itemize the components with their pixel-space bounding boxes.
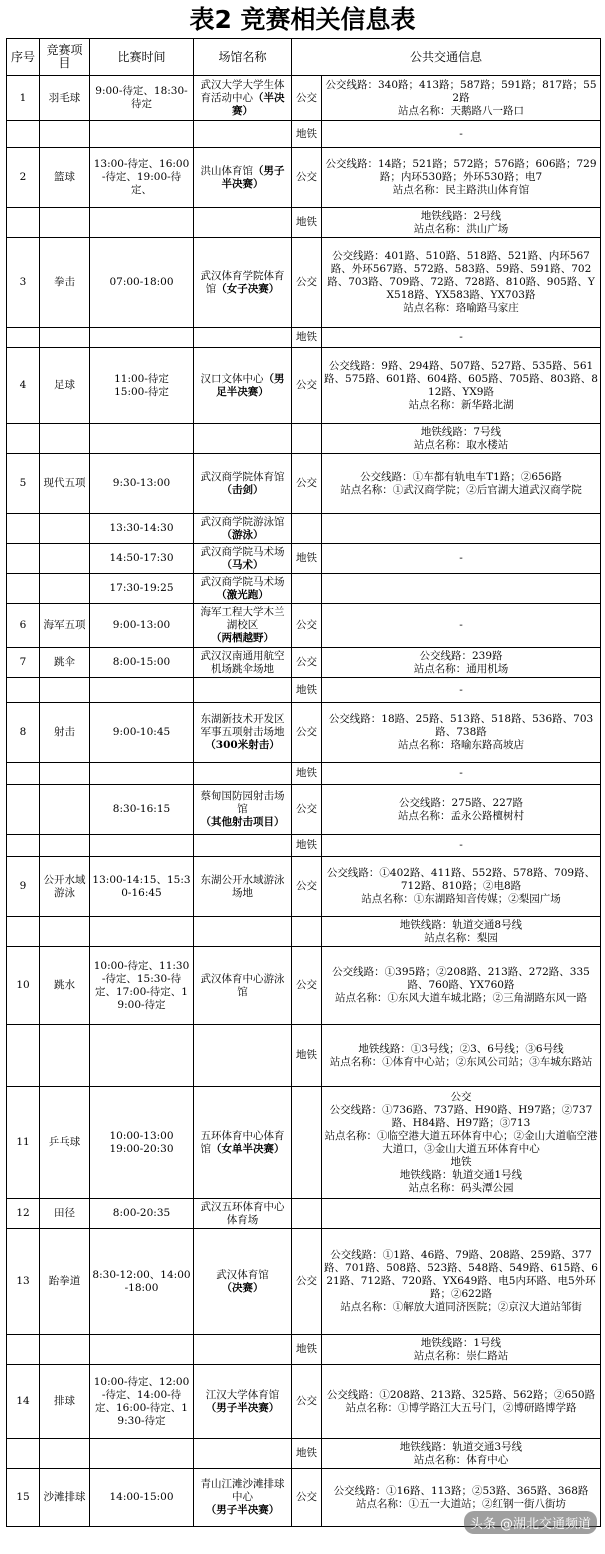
event-name: 跳伞 xyxy=(40,648,90,678)
transit-info: - xyxy=(322,835,601,857)
venue-name xyxy=(194,514,292,544)
row-number: 15 xyxy=(7,1469,40,1527)
row-number: 10 xyxy=(7,947,40,1025)
header-event: 竞赛项目 xyxy=(40,39,90,76)
row-number xyxy=(7,835,40,857)
table-row xyxy=(7,514,601,544)
transit-type: 公交 xyxy=(292,454,322,514)
match-time xyxy=(90,763,194,785)
event-name: 跳水 xyxy=(40,947,90,1025)
transit-type: 公交 xyxy=(292,1365,322,1439)
transit-info: - xyxy=(322,328,601,348)
match-time: 14:50-17:30 xyxy=(90,544,194,574)
row-number xyxy=(7,1439,40,1469)
event-name: 足球 xyxy=(40,348,90,424)
venue-name xyxy=(194,917,292,947)
table-row xyxy=(7,328,601,348)
venue-text: 武汉大学大学生体育活动中心 xyxy=(200,78,285,104)
transit-info: 公交线路：239路 站点名称：通用机场 xyxy=(322,648,601,678)
row-number: 5 xyxy=(7,454,40,514)
venue-text: 武汉体育馆 xyxy=(216,1268,269,1281)
transit-info: 公交线路：①208路、213路、325路、562路；②650路 站点名称：①博学路江大五号门，②博研路博学路 xyxy=(322,1365,601,1439)
header-venue: 场馆名称 xyxy=(194,39,292,76)
transit-type: 地铁 xyxy=(292,1025,322,1087)
transit-type: 地铁 xyxy=(292,835,322,857)
table-body xyxy=(7,76,601,1527)
row-number: 3 xyxy=(7,238,40,328)
event-name xyxy=(40,121,90,148)
transit-info: 公交线路：①1路、46路、79路、208路、259路、377路、701路、508路、523路、548路、549路、615路、621路、712路、720路、YX649路、电5内环路、电5外环路；②622路 站点名称：①解放大道同济医院；②京汉大道站邹街 xyxy=(322,1229,601,1335)
transit-type xyxy=(292,574,322,604)
event-name xyxy=(40,785,90,835)
transit-type: 公交 xyxy=(292,857,322,917)
table-row xyxy=(7,763,601,785)
transit-info xyxy=(322,574,601,604)
transit-type: 地铁 xyxy=(292,544,322,574)
venue-note: （男子半决赛） xyxy=(221,164,285,190)
match-time xyxy=(90,1439,194,1469)
venue-text: 武汉商学院体育馆 xyxy=(200,470,285,483)
transit-info: 公交线路：①402路、411路、552路、578路、709路、712路、810路；②电8路 站点名称：①东湖路知音传媒；②梨园广场 xyxy=(322,857,601,917)
match-time: 13:00-14:15、15:30-16:45 xyxy=(90,857,194,917)
match-time: 13:30-14:30 xyxy=(90,514,194,544)
row-number xyxy=(7,1335,40,1365)
event-name xyxy=(40,1025,90,1087)
match-time xyxy=(90,1025,194,1087)
row-number xyxy=(7,1025,40,1087)
transit-type xyxy=(292,1087,322,1199)
venue-name xyxy=(194,857,292,917)
venue-name xyxy=(194,454,292,514)
table-row xyxy=(7,917,601,947)
table-row xyxy=(7,604,601,648)
venue-name xyxy=(194,835,292,857)
row-number xyxy=(7,785,40,835)
header-time: 比赛时间 xyxy=(90,39,194,76)
match-time: 9:00-10:45 xyxy=(90,703,194,763)
info-table xyxy=(6,38,601,1527)
table-title: 表2 竞赛相关信息表 xyxy=(189,5,416,34)
transit-info: 公交线路：401路、510路、518路、521路、内环567路、外环567路、572路、583路、59路、591路、702路、703路、709路、72路、728路、810路、905路、YX518路、YX583路、YX703路 站点名称：珞喻路马家庄 xyxy=(322,238,601,328)
venue-name xyxy=(194,1025,292,1087)
match-time: 8:30-16:15 xyxy=(90,785,194,835)
transit-type: 公交 xyxy=(292,604,322,648)
transit-type: 公交 xyxy=(292,348,322,424)
transit-info: 公交 公交线路：①736路、737路、H90路、H97路；②737路、H84路、H97路；③713 站点名称：①临空港大道五环体育中心；②金山大道临空港大道口，③金山大道五环体育中心 地铁 地铁线路：轨道交通1号线 站点名称：码头潭公园 xyxy=(322,1087,601,1199)
table-row xyxy=(7,1025,601,1087)
transit-info: 地铁线路：1号线 站点名称：崇仁路站 xyxy=(322,1335,601,1365)
row-number xyxy=(7,328,40,348)
transit-info: 公交线路：14路；521路；572路；576路；606路；729路；内环530路；外环530路；电7 站点名称：民主路洪山体育馆 xyxy=(322,148,601,208)
event-name xyxy=(40,678,90,703)
transit-info: 地铁线路：2号线 站点名称：洪山广场 xyxy=(322,208,601,238)
event-name: 现代五项 xyxy=(40,454,90,514)
transit-info: 公交线路：①395路；②208路、213路、272路、335路、760路、YX760路 站点名称：①东风大道车城北路；②三角湖路东风一路 xyxy=(322,947,601,1025)
venue-name xyxy=(194,1087,292,1199)
event-name xyxy=(40,514,90,544)
transit-type xyxy=(292,1199,322,1229)
table-row xyxy=(7,857,601,917)
venue-name xyxy=(194,703,292,763)
venue-text: 武汉汉南通用航空机场跳伞场地 xyxy=(200,649,285,675)
event-name: 海军五项 xyxy=(40,604,90,648)
transit-type: 公交 xyxy=(292,703,322,763)
venue-text: 洪山体育馆 xyxy=(200,164,253,177)
venue-name xyxy=(194,1199,292,1229)
event-name xyxy=(40,424,90,454)
match-time xyxy=(90,424,194,454)
venue-name xyxy=(194,785,292,835)
transit-type: 地铁 xyxy=(292,1335,322,1365)
venue-note: （马术） xyxy=(221,558,264,571)
match-time: 17:30-19:25 xyxy=(90,574,194,604)
event-name xyxy=(40,574,90,604)
venue-note: （击剑） xyxy=(221,483,264,496)
transit-type: 地铁 xyxy=(292,208,322,238)
event-name: 羽毛球 xyxy=(40,76,90,121)
row-number: 12 xyxy=(7,1199,40,1229)
transit-type: 公交 xyxy=(292,648,322,678)
venue-name xyxy=(194,76,292,121)
venue-name xyxy=(194,544,292,574)
transit-type: 地铁 xyxy=(292,1439,322,1469)
table-row xyxy=(7,148,601,208)
transit-info: 公交线路：①16路、113路；②53路、365路、368路 站点名称：①五一大道站；②红钢一街八街坊 xyxy=(322,1469,601,1527)
row-number: 11 xyxy=(7,1087,40,1199)
venue-text: 武汉商学院马术场 xyxy=(200,545,285,558)
venue-name xyxy=(194,1469,292,1527)
match-time xyxy=(90,835,194,857)
venue-text: 蔡甸国防园射击场馆 xyxy=(200,790,285,815)
match-time: 10:00-待定、11:30-待定、15:30-待定、17:00-待定、19:00-待定 xyxy=(90,947,194,1025)
venue-note: （激光跑） xyxy=(216,588,269,601)
transit-info: 地铁线路：轨道交通8号线 站点名称：梨园 xyxy=(322,917,601,947)
venue-name xyxy=(194,1365,292,1439)
transit-type xyxy=(292,424,322,454)
transit-info: - xyxy=(322,121,601,148)
table-row xyxy=(7,454,601,514)
match-time: 14:00-15:00 xyxy=(90,1469,194,1527)
table-row xyxy=(7,348,601,424)
venue-note: （300米射击） xyxy=(205,739,280,751)
row-number: 2 xyxy=(7,148,40,208)
venue-name xyxy=(194,148,292,208)
match-time: 10:00-待定、12:00-待定、14:00-待定、16:00-待定、19:30-待定 xyxy=(90,1365,194,1439)
match-time: 8:30-12:00、14:00-18:00 xyxy=(90,1229,194,1335)
venue-text: 东湖新技术开发区军事五项射击场地 xyxy=(200,713,285,738)
row-number: 7 xyxy=(7,648,40,678)
match-time: 9:00-待定、18:30-待定 xyxy=(90,76,194,121)
table-row xyxy=(7,1229,601,1335)
row-number: 1 xyxy=(7,76,40,121)
venue-name xyxy=(194,574,292,604)
venue-name xyxy=(194,348,292,424)
venue-note: （男子半决赛） xyxy=(205,1504,280,1516)
venue-name xyxy=(194,238,292,328)
event-name: 拳击 xyxy=(40,238,90,328)
venue-note: （其他射击项目） xyxy=(200,816,285,828)
event-name xyxy=(40,328,90,348)
venue-name xyxy=(194,121,292,148)
transit-info xyxy=(322,1199,601,1229)
venue-note: （两栖越野） xyxy=(211,632,274,644)
event-name xyxy=(40,1439,90,1469)
transit-type: 公交 xyxy=(292,238,322,328)
match-time: 8:00-15:00 xyxy=(90,648,194,678)
event-name xyxy=(40,1335,90,1365)
transit-info: - xyxy=(322,763,601,785)
venue-name xyxy=(194,328,292,348)
table-row xyxy=(7,76,601,121)
event-name: 射击 xyxy=(40,703,90,763)
event-name: 沙滩排球 xyxy=(40,1469,90,1527)
venue-name xyxy=(194,1439,292,1469)
transit-info: 公交线路：9路、294路、507路、527路、535路、561路、575路、601路、604路、605路、705路、803路、812路、YX9路 站点名称：新华路北湖 xyxy=(322,348,601,424)
table-row xyxy=(7,1365,601,1439)
venue-name xyxy=(194,678,292,703)
venue-name xyxy=(194,424,292,454)
event-name: 排球 xyxy=(40,1365,90,1439)
table-row xyxy=(7,703,601,763)
match-time: 9:30-13:00 xyxy=(90,454,194,514)
venue-text: 青山江滩沙滩排球中心 xyxy=(200,1478,285,1503)
transit-type xyxy=(292,917,322,947)
row-number: 8 xyxy=(7,703,40,763)
venue-text: 武汉五环体育中心体育场 xyxy=(200,1200,285,1226)
table-row xyxy=(7,424,601,454)
match-time: 07:00-18:00 xyxy=(90,238,194,328)
match-time: 9:00-13:00 xyxy=(90,604,194,648)
row-number: 13 xyxy=(7,1229,40,1335)
table-row xyxy=(7,574,601,604)
transit-type: 公交 xyxy=(292,148,322,208)
venue-name xyxy=(194,208,292,238)
venue-note: （女子决赛） xyxy=(216,282,280,295)
table-row xyxy=(7,648,601,678)
event-name: 跆拳道 xyxy=(40,1229,90,1335)
event-name xyxy=(40,544,90,574)
venue-text: 五环体育中心体育馆 xyxy=(200,1129,285,1155)
venue-name xyxy=(194,604,292,648)
venue-text: 武汉体育中心游泳馆 xyxy=(200,972,285,998)
table-row xyxy=(7,238,601,328)
match-time: 11:00-待定 15:00-待定 xyxy=(90,348,194,424)
venue-name xyxy=(194,1229,292,1335)
venue-note: （男子半决赛） xyxy=(205,1401,280,1414)
transit-info: - xyxy=(322,544,601,574)
row-number xyxy=(7,514,40,544)
event-name: 乒乓球 xyxy=(40,1087,90,1199)
venue-name xyxy=(194,1335,292,1365)
match-time xyxy=(90,121,194,148)
transit-info: 公交线路：①车都有轨电车T1路；②656路 站点名称：①武汉商学院；②后官湖大道武汉商学院 xyxy=(322,454,601,514)
transit-info xyxy=(322,514,601,544)
header-no: 序号 xyxy=(7,39,40,76)
venue-note: （男足半决赛） xyxy=(216,372,285,398)
header-transit: 公共交通信息 xyxy=(292,39,601,76)
transit-type: 地铁 xyxy=(292,121,322,148)
venue-name xyxy=(194,763,292,785)
event-name xyxy=(40,763,90,785)
row-number xyxy=(7,121,40,148)
venue-name xyxy=(194,648,292,678)
transit-info: - xyxy=(322,604,601,648)
row-number xyxy=(7,678,40,703)
venue-text: 海军工程大学木兰湖校区 xyxy=(200,606,285,631)
match-time xyxy=(90,678,194,703)
row-number xyxy=(7,917,40,947)
table-row xyxy=(7,544,601,574)
row-number xyxy=(7,208,40,238)
venue-note: （半决赛） xyxy=(232,91,285,117)
row-number: 14 xyxy=(7,1365,40,1439)
venue-text: 武汉商学院马术场 xyxy=(200,575,285,588)
venue-text: 汉口文体中心 xyxy=(200,372,264,385)
table-row xyxy=(7,208,601,238)
row-number: 9 xyxy=(7,857,40,917)
event-name xyxy=(40,917,90,947)
transit-type: 地铁 xyxy=(292,328,322,348)
transit-info: 公交线路：18路、25路、513路、518路、536路、703路、738路 站点名称：珞喻东路高坡店 xyxy=(322,703,601,763)
venue-text: 武汉体育学院体育馆 xyxy=(200,269,285,295)
transit-type: 公交 xyxy=(292,1469,322,1527)
venue-note: （女单半决赛） xyxy=(211,1142,285,1155)
venue-note: （决赛） xyxy=(221,1281,264,1294)
venue-text: 江汉大学体育馆 xyxy=(205,1388,280,1401)
table-row xyxy=(7,947,601,1025)
transit-type: 地铁 xyxy=(292,763,322,785)
venue-name xyxy=(194,947,292,1025)
match-time xyxy=(90,328,194,348)
row-number xyxy=(7,574,40,604)
event-name: 篮球 xyxy=(40,148,90,208)
match-time: 13:00-待定、16:00-待定、19:00-待定、 xyxy=(90,148,194,208)
transit-info: 公交线路：275路、227路 站点名称：孟永公路檀树村 xyxy=(322,785,601,835)
row-number xyxy=(7,544,40,574)
table-row xyxy=(7,1087,601,1199)
venue-note: （游泳） xyxy=(221,528,264,541)
table-row xyxy=(7,1335,601,1365)
transit-type: 地铁 xyxy=(292,678,322,703)
row-number: 6 xyxy=(7,604,40,648)
event-name: 田径 xyxy=(40,1199,90,1229)
event-name xyxy=(40,208,90,238)
transit-info: 公交线路：340路；413路；587路；591路；817路；552路 站点名称：天鹅路八一路口 xyxy=(322,76,601,121)
table-row xyxy=(7,1199,601,1229)
table-row xyxy=(7,835,601,857)
transit-type: 公交 xyxy=(292,76,322,121)
match-time xyxy=(90,1335,194,1365)
table-row xyxy=(7,121,601,148)
header-row xyxy=(7,39,601,76)
row-number xyxy=(7,424,40,454)
venue-text: 武汉商学院游泳馆 xyxy=(200,515,285,528)
watermark: 头条 @湖北交通频道 xyxy=(464,1511,597,1534)
match-time xyxy=(90,917,194,947)
match-time: 10:00-13:00 19:00-20:30 xyxy=(90,1087,194,1199)
transit-info: 地铁线路：7号线 站点名称：取水楼站 xyxy=(322,424,601,454)
transit-type xyxy=(292,514,322,544)
transit-type: 公交 xyxy=(292,1229,322,1335)
transit-type: 公交 xyxy=(292,947,322,1025)
event-name: 公开水域游泳 xyxy=(40,857,90,917)
match-time: 8:00-20:35 xyxy=(90,1199,194,1229)
row-number: 4 xyxy=(7,348,40,424)
match-time xyxy=(90,208,194,238)
transit-type: 公交 xyxy=(292,785,322,835)
event-name xyxy=(40,835,90,857)
row-number xyxy=(7,763,40,785)
table-row xyxy=(7,1439,601,1469)
transit-info: - xyxy=(322,678,601,703)
table-row xyxy=(7,785,601,835)
transit-info: 地铁线路：轨道交通3号线 站点名称：体育中心 xyxy=(322,1439,601,1469)
venue-text: 东湖公开水域游泳场地 xyxy=(200,873,285,899)
table-row xyxy=(7,678,601,703)
transit-info: 地铁线路：①3号线；②3、6号线；③6号线 站点名称：①体育中心站；②东风公司站；③车城东路站 xyxy=(322,1025,601,1087)
